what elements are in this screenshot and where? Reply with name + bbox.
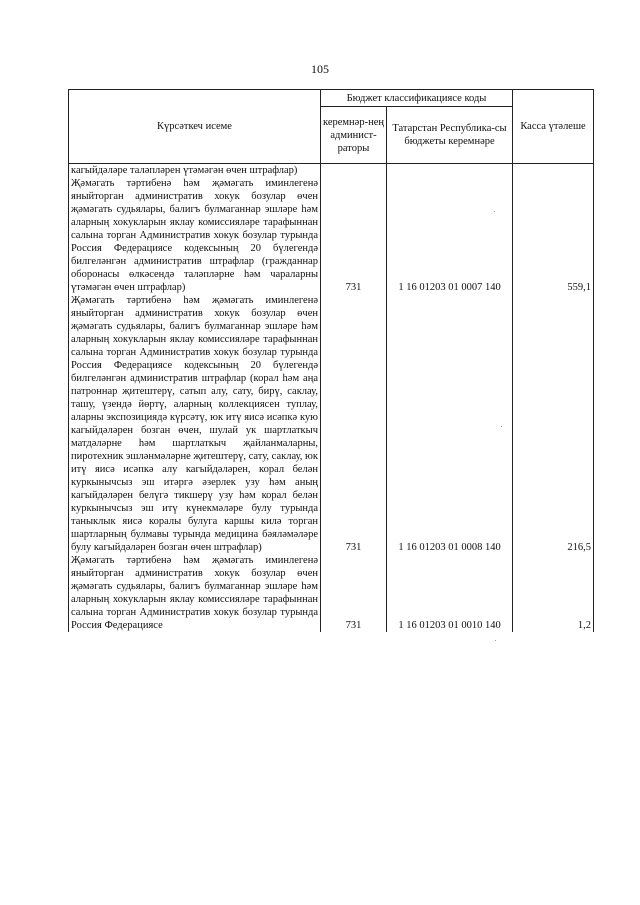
cash-execution-cell: 1,2	[513, 554, 594, 632]
scan-speck	[494, 211, 495, 212]
administrator-code-cell: 731	[321, 177, 387, 294]
scan-speck	[501, 426, 502, 427]
budget-code-cell	[387, 164, 513, 178]
budget-code-cell: 1 16 01203 01 0007 140	[387, 177, 513, 294]
column-header-budget-classification: Бюджет классификациясе коды	[321, 90, 513, 107]
administrator-code-cell: 731	[321, 294, 387, 554]
cash-execution-cell	[513, 164, 594, 178]
indicator-name-cell: Җәмәгать тәртибенә һәм җәмәгать иминлегенә яныйторган административ хокук бозулар өчен җәмәгать судьялары, балигъ булмаганнар эшләре һәм аларның хокукларын яклау комиссияләре тарафыннан салына торган Административ хокук бозулар турында Россия Федерациясе кодексының 20 бүлегендә билгеләнгән административ штрафлар (корал һәм аңа патроннар җитештерү, сатып алу, сату, бирү, саклау, ташу, үзендә йөртү, аларның коллекциясен туплау, аларны экспозициядә күрсәтү, юк итү яисә исәпкә кую кагыйдәләрен бозган өчен, шулай ук шартлаткыч матдәләрне һәм шартлаткыч җайланмаларны, пиротехник эшләнмәләрне җитештерү, сату, саклау, юк итү яисә исәпкә алу кагыйдәләрен, корал белән куркынычсыз эш итәргә әзерлек узу һәм аның кагыйдәләрен белүгә тикшерү узу һәм корал белән куркынычсыз эш итү күнекмәләре булу турында таныклык яисә коралы булуга каршы килә торган шартларның булмавы турында медицина бәяләмәләре булу кагыйдәләрен бозган өчен штрафлар)	[69, 294, 321, 554]
indicator-name-cell: Җәмәгать тәртибенә һәм җәмәгать иминлегенә яныйторган административ хокук бозулар өчен җәмәгать судьялары, балигъ булмаганнар эшләре һәм аларның хокукларын яклау комиссияләре тарафыннан салына торган Административ хокук бозулар турында Россия Федерациясе	[69, 554, 321, 632]
indicator-name-cell: кагыйдәләре таләпләрен үтәмәгән өчен штрафлар)	[69, 164, 321, 178]
column-header-revenue-administrator: керемнәр-нең админист-раторы	[321, 107, 387, 164]
budget-code-cell: 1 16 01203 01 0010 140	[387, 554, 513, 632]
scan-speck	[495, 640, 496, 641]
budget-classification-table	[68, 89, 594, 632]
budget-code-cell: 1 16 01203 01 0008 140	[387, 294, 513, 554]
administrator-code-cell: 731	[321, 554, 387, 632]
table-row	[69, 554, 594, 632]
column-header-republic-budget-revenue: Татарстан Республика-сы бюджеты керемнәре	[387, 107, 513, 164]
cash-execution-cell: 559,1	[513, 177, 594, 294]
column-header-indicator-name: Күрсәткеч исеме	[69, 90, 321, 164]
cash-execution-cell: 216,5	[513, 294, 594, 554]
table-row	[69, 177, 594, 294]
table-row	[69, 294, 594, 554]
administrator-code-cell	[321, 164, 387, 178]
table-row	[69, 164, 594, 178]
column-header-cash-execution: Касса үтәлеше	[513, 90, 594, 164]
indicator-name-cell: Җәмәгать тәртибенә һәм җәмәгать иминлегенә яныйторган административ хокук бозулар өчен җәмәгать судьялары, балигъ булмаганнар эшләре һәм аларның хокукларын яклау комиссияләре тарафыннан салына торган Административ хокук бозулар турында Россия Федерациясе кодексының 20 бүлегендә билгеләнгән административ штрафлар (гражданнар оборонасы өлкәсендә таләпләрне һәм чараларны үтәмәгән өчен штрафлар)	[69, 177, 321, 294]
page-number: 105	[311, 62, 329, 76]
